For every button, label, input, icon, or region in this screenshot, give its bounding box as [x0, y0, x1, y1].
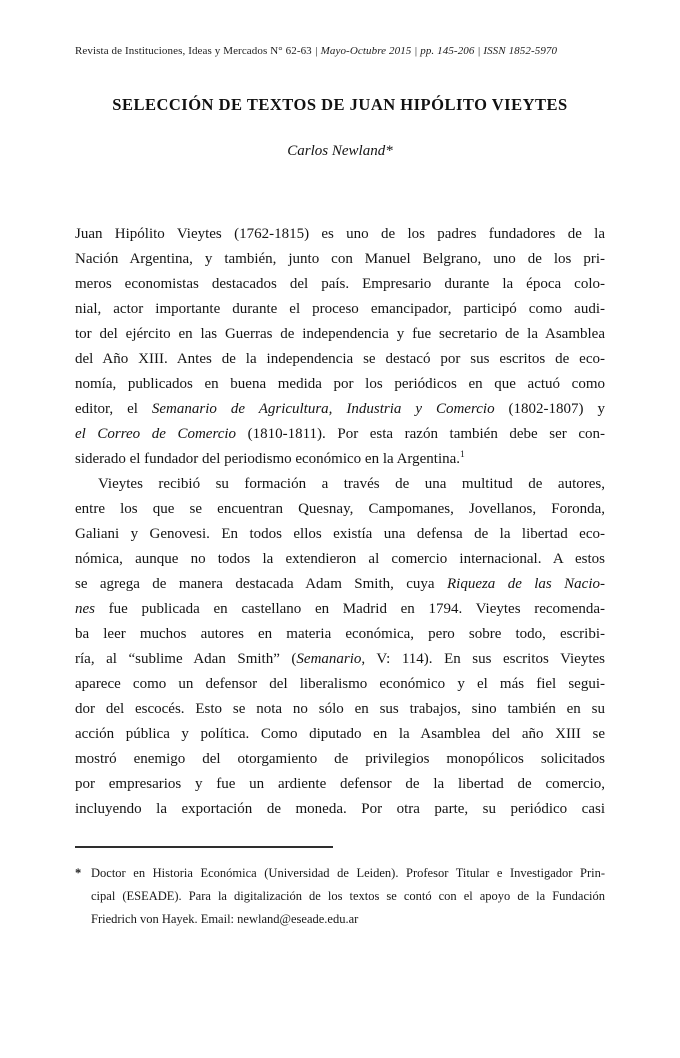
text-segment: mostró enemigo del otorgamiento de privilegios monopólicos solicitados — [75, 751, 605, 767]
journal-title-text: Revista de Instituciones, Ideas y Mercados N° 62-63 — [75, 45, 315, 57]
text-segment: siderado el fundador del periodismo económico en la Argentina. — [75, 451, 461, 467]
body-line — [75, 722, 605, 747]
article-title: SELECCIÓN DE TEXTOS DE JUAN HIPÓLITO VIEYTES — [112, 95, 568, 114]
text-segment: Nación Argentina, y también, junto con Manuel Belgrano, uno de los pri- — [75, 251, 605, 267]
body-line — [75, 222, 605, 247]
italic-text-segment: Semanario — [296, 651, 362, 667]
text-segment: dor del escocés. Esto se nota no sólo en sus trabajos, sino también en su — [75, 701, 605, 717]
body-line — [75, 397, 605, 422]
text-segment: ría, al “sublime Adan Smith” ( — [75, 651, 297, 667]
body-line — [75, 447, 605, 472]
body-line — [75, 647, 605, 672]
body-line — [75, 772, 605, 797]
footnote-line — [75, 862, 605, 885]
body-line — [75, 747, 605, 772]
text-segment: , V: 114). En sus escritos Vieytes — [361, 651, 605, 667]
text-segment: (1802-1807) y — [494, 401, 605, 417]
text-segment: Vieytes recibió su formación a través de una multitud de autores, — [98, 476, 605, 492]
footnote-separator-rule — [75, 846, 333, 848]
footnote-ref: 1 — [460, 450, 465, 460]
body-line — [75, 472, 605, 497]
body-line — [75, 697, 605, 722]
text-segment: nómica, aunque no todos la extendieron al comercio internacional. A estos — [75, 551, 605, 567]
text-segment: por empresarios y fue un ardiente defensor de la libertad de comercio, — [75, 776, 605, 792]
text-segment: Galiani y Genovesi. En todos ellos existía una defensa de la libertad eco- — [75, 526, 605, 542]
body-line — [75, 547, 605, 572]
body-line — [75, 497, 605, 522]
text-segment: aparece como un defensor del liberalismo económico y el más fiel segui- — [75, 676, 605, 692]
body-line — [75, 297, 605, 322]
footnote-text — [75, 862, 605, 931]
italic-text-segment: el Correo de Comercio — [75, 426, 237, 442]
text-segment: Doctor en Historia Económica (Universidad de Leiden). Profesor Titular e Investigador Prin- — [91, 866, 605, 880]
body-line — [75, 572, 605, 597]
body-line — [75, 422, 605, 447]
text-segment: fue publicada en castellano en Madrid en 1794. Vieytes recomenda- — [95, 601, 605, 617]
italic-text-segment: Riqueza de las Nacio- — [446, 576, 605, 592]
italic-text-segment: Semanario de Agricultura, Industria y Comercio — [151, 401, 495, 417]
body-line — [75, 247, 605, 272]
text-segment: (1810-1811). Por esta razón también debe ser con- — [236, 426, 605, 442]
footnote-marker: * — [75, 866, 82, 880]
body-line — [75, 347, 605, 372]
body-line — [75, 522, 605, 547]
footnote-line — [75, 885, 605, 908]
text-segment: meros economistas destacados del país. Empresario durante la época colo- — [75, 276, 605, 292]
text-segment: se agrega de manera destacada Adam Smith, cuya — [75, 576, 447, 592]
body-line — [75, 372, 605, 397]
text-segment: nomía, publicados en buena medida por los periódicos en que actuó como — [75, 376, 605, 392]
text-segment: entre los que se encuentran Quesnay, Campomanes, Jovellanos, Foronda, — [75, 501, 605, 517]
author-name: Carlos Newland* — [287, 143, 393, 159]
text-segment: tor del ejército en las Guerras de independencia y fue secretario de la Asamblea — [75, 326, 605, 342]
body-line — [75, 322, 605, 347]
text-segment: nial, actor importante durante el proceso emancipador, participó como audi- — [75, 301, 605, 317]
text-segment: del Año XIII. Antes de la independencia se destacó por sus escritos de eco- — [75, 351, 605, 367]
text-segment: ba leer muchos autores en materia económica, pero sobre todo, escribi- — [75, 626, 605, 642]
body-line — [75, 597, 605, 622]
text-segment: Friedrich von Hayek. Email: newland@eseade.edu.ar — [91, 912, 359, 926]
text-segment: incluyendo la exportación de moneda. Por otra parte, su periódico casi — [75, 801, 605, 817]
footnote — [75, 862, 605, 931]
article-body — [75, 222, 605, 822]
journal-header — [75, 45, 615, 57]
body-line — [75, 622, 605, 647]
italic-text-segment: nes — [75, 601, 95, 617]
text-segment: cipal (ESEADE). Para la digitalización de los textos se contó con el apoyo de la Fundación — [91, 889, 605, 903]
text-segment: Juan Hipólito Vieytes (1762-1815) es uno de los padres fundadores de la — [75, 226, 605, 242]
journal-issue-info: | Mayo-Octubre 2015 | pp. 145-206 | ISSN 1852-5970 — [314, 45, 558, 57]
body-line — [75, 672, 605, 697]
body-line — [75, 272, 605, 297]
body-line — [75, 797, 605, 822]
footnote-line — [75, 908, 605, 931]
text-segment: editor, el — [75, 401, 152, 417]
text-segment: acción pública y política. Como diputado en la Asamblea del año XIII se — [75, 726, 605, 742]
